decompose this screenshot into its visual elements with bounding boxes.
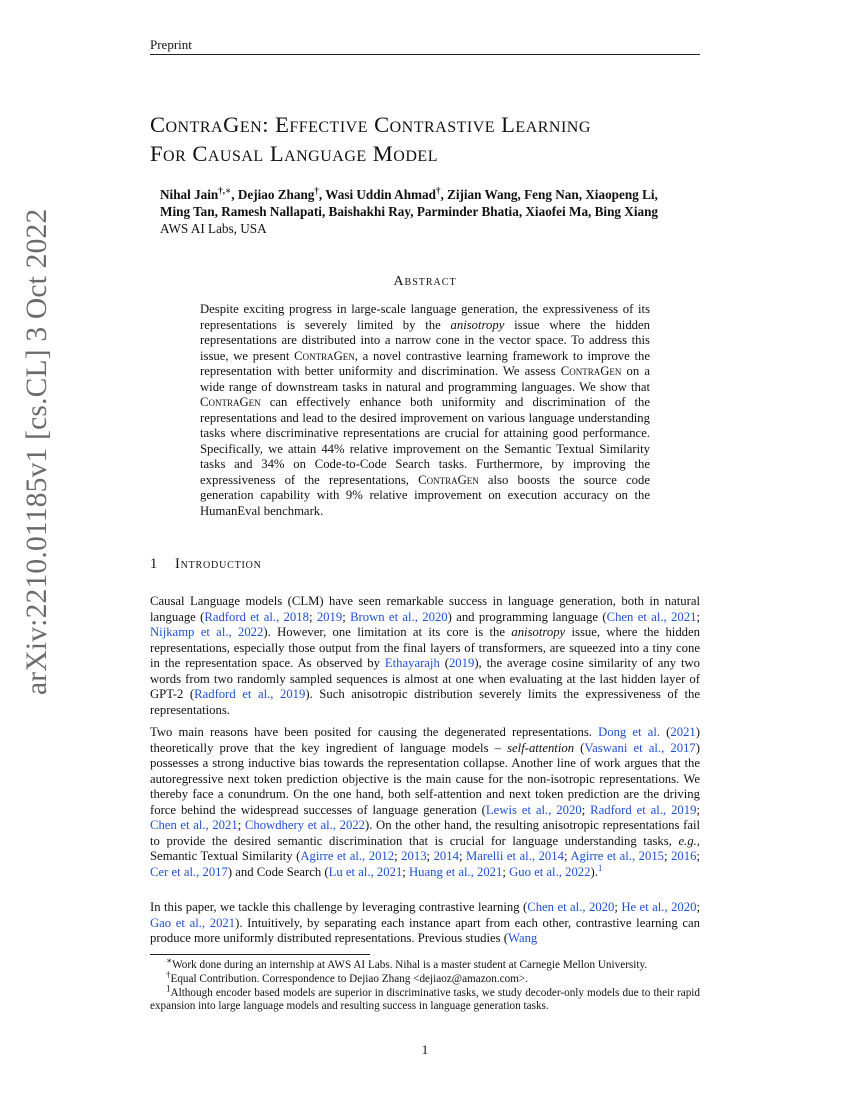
section-heading (150, 556, 262, 573)
method-name: ContraGen (294, 348, 355, 363)
author-line-1: Nihal Jain†,∗, Dejiao Zhang†, Wasi Uddin Ahmad†, Zijian Wang, Feng Nan, Xiaopeng Li, (160, 185, 658, 202)
method-name: ContraGen (200, 395, 261, 409)
citation-link[interactable]: Chen et al., 2021 (150, 818, 238, 832)
footnote-1: ∗Work done during an internship at AWS AI Labs. Nihal is a master student at Carnegie Mellon University. (166, 955, 648, 971)
citation-link[interactable]: Agirre et al., 2015 (570, 849, 665, 863)
citation-link[interactable]: Gao et al., 2021 (150, 915, 236, 930)
citation-link[interactable]: Ethayarajh (384, 656, 440, 670)
citation-link[interactable]: He et al., 2020 (621, 900, 697, 914)
section-title: Introduction (175, 556, 262, 572)
author-line-2: Ming Tan, Ramesh Nallapati, Baishakhi Ray, Parminder Bhatia, Xiaofei Ma, Bing Xiang (160, 204, 659, 219)
header-rule (150, 54, 700, 55)
citation-link[interactable]: Brown et al., 2020 (350, 609, 448, 624)
footnote-ref[interactable]: 1 (597, 862, 603, 873)
abstract-heading: Abstract (393, 274, 457, 289)
citation-link[interactable]: 2019 (448, 656, 475, 670)
footnote-2: †Equal Contribution. Correspondence to Dejiao Zhang <dejiaoz@amazon.com>. (166, 969, 529, 985)
arxiv-stamp: arXiv:2210.01185v1 [cs.CL] 3 Oct 2022 (21, 208, 53, 695)
paper-title (150, 110, 710, 168)
citation-link[interactable]: 2014 (433, 849, 459, 863)
method-name: ContraGen (418, 472, 479, 487)
citation-link[interactable]: Dong et al. (598, 725, 661, 739)
citation-link[interactable]: 2013 (401, 849, 427, 863)
citation-link[interactable]: Vaswani et al., 2017 (584, 740, 696, 755)
citation-link[interactable]: Cer et al., 2017 (150, 864, 228, 879)
footnote-rule (150, 954, 370, 955)
page-number: 1 (421, 1042, 429, 1057)
citation-link[interactable]: 2021 (670, 725, 696, 739)
title-line-1: ContraGen: Effective Contrastive Learning (150, 112, 591, 137)
intro-paragraph-1: Causal Language models (CLM) have seen remarkable success in language generation, both in natural language (Radford et al., 2018; 2019; Brown et al., 2020) and programming language (Chen et al., 2021; Nijkamp et al., 2022). However, one limitation at its core is the anisotropy issue, where the hidden representations, especially those output from the final layers of transformers, are squeezed into a tiny cone in the representation space. As observed by Ethayarajh (2019), the average cosine similarity of any two words from two randomly sampled sequences is almost at one when evaluating at the last hidden layer of GPT-2 (Radford et al., 2019). Such anisotropic distribution severely limits the expressiveness of the representations. (150, 594, 700, 717)
citation-link[interactable]: Chen et al., 2021 (606, 609, 697, 624)
footnotes (150, 955, 700, 1014)
affiliation: AWS AI Labs, USA (160, 221, 267, 236)
method-name: ContraGen (560, 364, 622, 378)
intro-paragraph-3: In this paper, we tackle this challenge by leveraging contrastive learning (Chen et al., 2020; He et al., 2020; Gao et al., 2021). Intuitively, by separating each instance apart from each other, contrastive learning can produce more uniformly distributed representations. Previous studies (Wang (150, 900, 700, 945)
citation-link[interactable]: Nijkamp et al., 2022 (150, 625, 264, 639)
abstract-body: Despite exciting progress in large-scale language generation, the expressiveness of its representations is severely limited by the anisotropy issue where the hidden representations are distributed into a narrow cone in the vector space. To address this issue, we present ContraGen, a novel contrastive learning framework to improve the representation with better uniformity and discrimination. We assess ContraGen on a wide range of downstream tasks in natural and programming languages. We show that ContraGen can effectively enhance both uniformity and discrimination of the representations and lead to the desired improvement on various language understanding tasks where discriminative representations are crucial for attaining good performance. Specifically, we attain 44% relative improvement on the Semantic Textual Similarity tasks and 34% on Code-to-Code Search tasks. Furthermore, by improving the expressiveness of the representations, ContraGen also boosts the source code generation capability with 9% relative improvement on execution accuracy on the HumanEval benchmark. (200, 302, 650, 518)
footnote-3: $^1$Although encoder based models are superior in discriminative tasks, we study decoder-only models due to their rapid expansion into large language models and resulting success in language generation tasks. (150, 982, 700, 1013)
author-block (160, 186, 700, 237)
citation-link[interactable]: Lewis et al., 2020 (485, 802, 582, 817)
citation-link[interactable]: 2019 (316, 609, 343, 624)
citation-link[interactable]: Radford et al., 2019 (194, 687, 306, 701)
citation-link[interactable]: Lu et al., 2021 (328, 864, 403, 879)
citation-link[interactable]: Chen et al., 2020 (527, 900, 615, 914)
citation-link[interactable]: 2016 (671, 849, 697, 863)
citation-link[interactable]: Radford et al., 2019 (590, 802, 697, 817)
citation-link[interactable]: Marelli et al., 2014 (466, 849, 564, 863)
citation-link[interactable]: Wang (508, 931, 538, 945)
citation-link[interactable]: Chowdhery et al., 2022 (244, 818, 366, 832)
running-header: Preprint (150, 37, 192, 52)
section-number: 1 (150, 556, 159, 572)
citation-link[interactable]: Agirre et al., 2012 (300, 849, 395, 863)
citation-link[interactable]: Guo et al., 2022 (509, 864, 591, 879)
title-line-2: For Causal Language Model (150, 141, 438, 166)
citation-link[interactable]: Huang et al., 2021 (409, 864, 503, 879)
citation-link[interactable]: Radford et al., 2018 (204, 609, 309, 624)
intro-paragraph-2: Two main reasons have been posited for causing the degenerated representations. Dong et al. (2021) theoretically prove that the key ingredient of language models – self-attention (Vaswani et al., 2017) possesses a strong inductive bias towards the representation collapse. Another line of work argues that the autoregressive next token prediction objective is the main cause for the non-isotropic representations. We thereby face a conundrum. On the one hand, both self-attention and next token prediction are the driving force behind the widespread successes of language generation (Lewis et al., 2020; Radford et al., 2019; Chen et al., 2021; Chowdhery et al., 2022). On the other hand, the resulting anisotropic representations fail to provide the desired semantic discrimination that is crucial for language understanding tasks, e.g., Semantic Textual Similarity (Agirre et al., 2012; 2013; 2014; Marelli et al., 2014; Agirre et al., 2015; 2016; Cer et al., 2017) and Code Search (Lu et al., 2021; Huang et al., 2021; Guo et al., 2022).$^1$ (150, 725, 701, 879)
